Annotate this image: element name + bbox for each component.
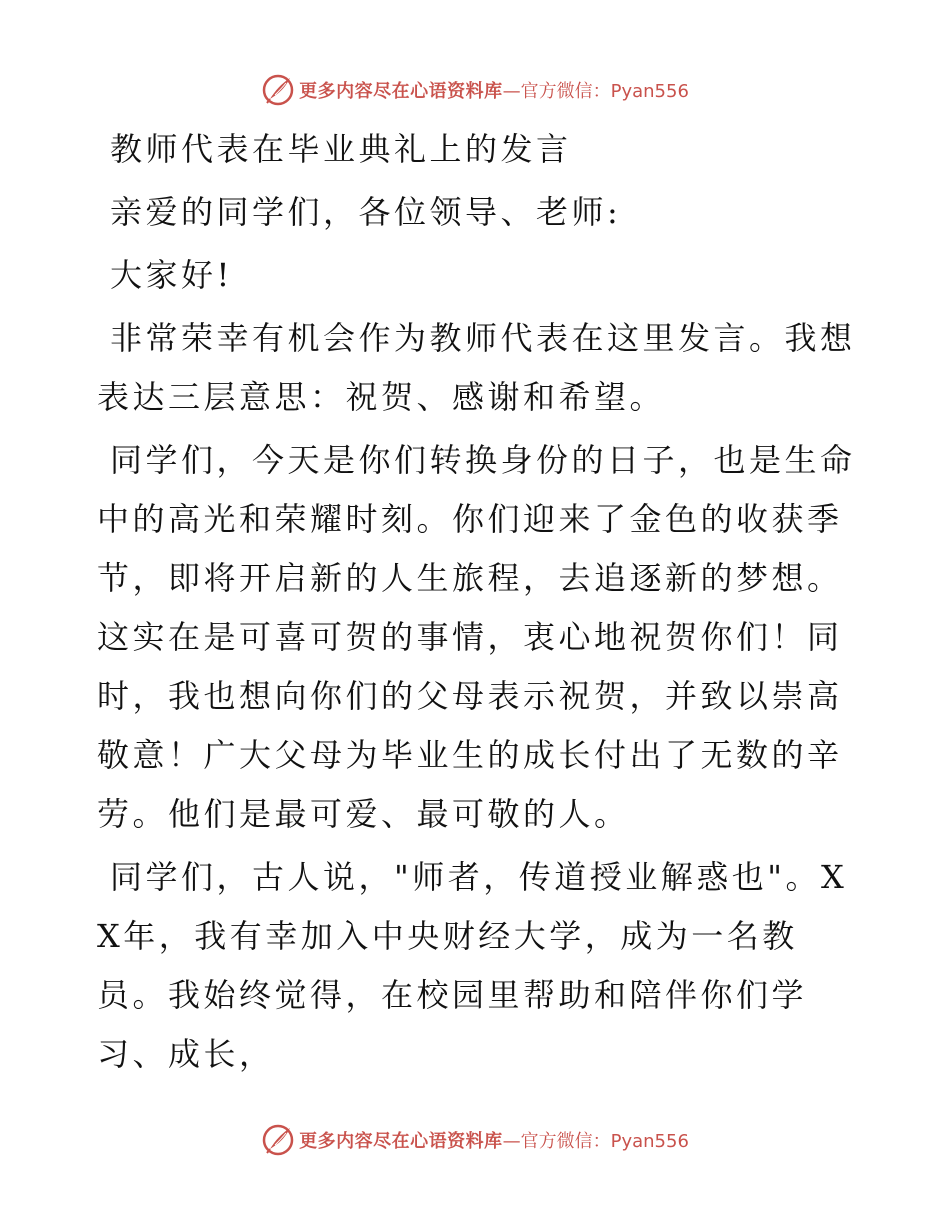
paragraph-3: 同学们，古人说，"师者，传道授业解惑也"。XX年，我有幸加入中央财经大学，成为一名教员。我始终觉得，在校园里帮助和陪伴你们学习、成长， (97, 858, 848, 1073)
greeting: 大家好! (110, 256, 233, 294)
banner-main-text: 更多内容尽在心语资料库 (299, 81, 503, 102)
document-body (97, 120, 857, 1084)
paragraph-1: 非常荣幸有机会作为教师代表在这里发言。我想表达三层意思：祝贺、感谢和希望。 (97, 319, 856, 416)
quill-pen-logo-icon (261, 1123, 295, 1157)
banner-main-text: 更多内容尽在心语资料库 (299, 1131, 503, 1152)
paragraph-2: 同学们，今天是你们转换身份的日子，也是生命中的高光和荣耀时刻。你们迎来了金色的收获季节，即将开启新的人生旅程，去追逐新的梦想。这实在是可喜可贺的事情，衷心地祝贺你们！同时，我也想向你们的父母表示祝贺，并致以崇高敬意！广大父母为毕业生的成长付出了无数的辛劳。他们是最可爱、最可敬的人。 (97, 441, 856, 833)
document-title: 教师代表在毕业典礼上的发言 (110, 130, 572, 168)
footer-banner (0, 1120, 950, 1160)
header-banner (0, 70, 950, 110)
banner-wechat-text: —官方微信：Pyan556 (502, 81, 689, 102)
quill-pen-logo-icon (261, 73, 295, 107)
salutation: 亲爱的同学们，各位领导、老师: (110, 193, 622, 231)
banner-wechat-text: —官方微信：Pyan556 (502, 1131, 689, 1152)
